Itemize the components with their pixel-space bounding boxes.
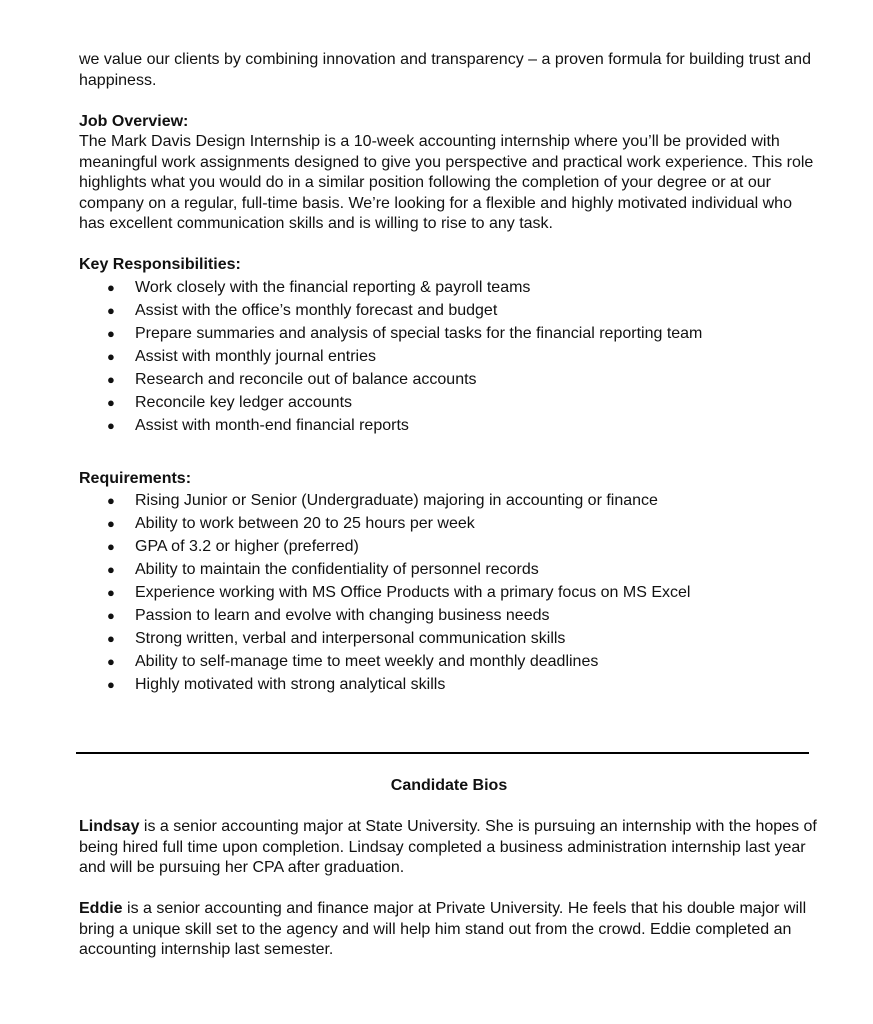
requirements-heading: Requirements: — [79, 469, 192, 487]
spacer — [79, 91, 819, 112]
bullet-icon: ● — [107, 585, 115, 600]
bio-paragraph-eddie — [79, 899, 819, 961]
bullet-icon: ● — [107, 562, 115, 577]
job-overview-paragraph: The Mark Davis Design Internship is a 10-week accounting internship where you’ll be provided with meaningful work assignments designed to give you perspective and practical work experience. This role highlights what you would do in a similar position following the completion of your degree or at our company on a regular, full-time basis. We’re looking for a flexible and highly motivated individual who has excellent communication skills and is willing to rise to any task. — [79, 133, 814, 232]
bullet-icon: ● — [107, 539, 115, 554]
list-item-text: Experience working with MS Office Products with a primary focus on MS Excel — [135, 584, 691, 601]
intro-paragraph: we value our clients by combining innovation and transparency – a proven formula for building trust and happiness. — [79, 51, 811, 89]
list-item-text: Ability to work between 20 to 25 hours per week — [135, 515, 475, 532]
bio-name: Lindsay — [79, 818, 140, 835]
list-item — [79, 368, 819, 391]
bullet-icon: ● — [107, 371, 115, 387]
bio-text: is a senior accounting major at State University. She is pursuing an internship with the hopes of being hired full time upon completion. Lindsay completed a business administration internship last year and will be pursuing her CPA after graduation. — [79, 818, 817, 876]
document-body — [79, 50, 819, 696]
list-item-text: Rising Junior or Senior (Undergraduate) majoring in accounting or finance — [135, 492, 658, 509]
bullet-icon: ● — [107, 677, 115, 692]
bullet-icon: ● — [107, 654, 115, 669]
list-item — [79, 558, 819, 581]
section-divider — [76, 752, 809, 754]
list-item-text: Assist with monthly journal entries — [135, 347, 376, 365]
spacer — [79, 879, 819, 900]
list-item — [79, 512, 819, 535]
list-item — [79, 650, 819, 673]
list-item — [79, 322, 819, 345]
bullet-icon: ● — [107, 279, 115, 295]
list-item-text: Highly motivated with strong analytical skills — [135, 676, 446, 693]
spacer — [79, 235, 819, 256]
bullet-icon: ● — [107, 417, 115, 433]
bullet-icon: ● — [107, 348, 115, 364]
list-item — [79, 299, 819, 322]
list-item-text: Strong written, verbal and interpersonal communication skills — [135, 630, 566, 647]
candidate-bios-title: Candidate Bios — [390, 777, 508, 794]
list-item-text: Assist with month-end financial reports — [135, 416, 409, 434]
bullet-icon: ● — [107, 493, 115, 508]
list-item-text: GPA of 3.2 or higher (preferred) — [135, 538, 359, 555]
bullet-icon: ● — [107, 608, 115, 623]
list-item — [79, 604, 819, 627]
candidate-bios-section — [79, 776, 819, 961]
job-overview-heading: Job Overview: — [79, 112, 189, 130]
list-item — [79, 627, 819, 650]
list-item-text: Passion to learn and evolve with changing business needs — [135, 607, 550, 624]
list-item — [79, 414, 819, 437]
list-item-text: Prepare summaries and analysis of special tasks for the financial reporting team — [135, 324, 703, 342]
list-item-text: Work closely with the financial reporting & payroll teams — [135, 278, 531, 296]
spacer — [79, 437, 819, 469]
bullet-icon: ● — [107, 302, 115, 318]
bio-text: is a senior accounting and finance major at Private University. He feels that his double major will bring a unique skill set to the agency and will help him stand out from the crowd. Eddie completed an accounting internship last semester. — [79, 900, 807, 958]
list-item — [79, 276, 819, 299]
bio-paragraph-lindsay — [79, 817, 819, 879]
responsibilities-heading: Key Responsibilities: — [79, 256, 241, 273]
requirements-list — [79, 489, 819, 696]
list-item-text: Ability to maintain the confidentiality of personnel records — [135, 561, 539, 578]
bullet-icon: ● — [107, 631, 115, 646]
bio-name: Eddie — [79, 900, 123, 917]
list-item — [79, 673, 819, 696]
list-item — [79, 535, 819, 558]
list-item — [79, 489, 819, 512]
bullet-icon: ● — [107, 516, 115, 531]
list-item — [79, 345, 819, 368]
bullet-icon: ● — [107, 394, 115, 410]
list-item — [79, 391, 819, 414]
list-item-text: Research and reconcile out of balance accounts — [135, 370, 477, 388]
list-item-text: Assist with the office’s monthly forecast and budget — [135, 301, 498, 319]
list-item-text: Reconcile key ledger accounts — [135, 393, 353, 411]
list-item-text: Ability to self-manage time to meet weekly and monthly deadlines — [135, 653, 599, 670]
bullet-icon: ● — [107, 325, 115, 341]
responsibilities-list — [79, 276, 819, 437]
list-item — [79, 581, 819, 604]
